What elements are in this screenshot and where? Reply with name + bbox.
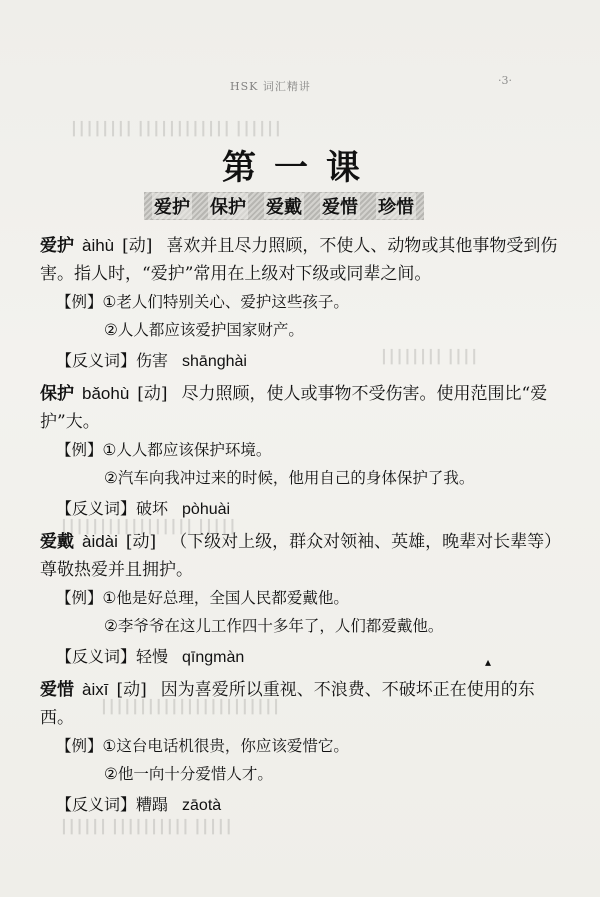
example-sentence: ①人人都应该保护环境。 <box>102 441 272 459</box>
entry-definition-block <box>40 676 560 732</box>
lesson-title: 第一课 <box>222 148 378 188</box>
antonym-pinyin: shānghài <box>182 353 247 370</box>
antonym-word: 轻慢 <box>136 647 169 666</box>
example-label: 【例】 <box>56 589 103 607</box>
entry-word: 爱护 <box>40 236 74 256</box>
entry-definition-block <box>40 528 560 584</box>
entry-definition-block <box>40 380 560 436</box>
entry-pos: [动] <box>125 532 157 552</box>
antonym-word: 伤害 <box>136 351 169 370</box>
entry-aidai <box>40 528 560 675</box>
entry-pinyin: àihù <box>82 236 115 255</box>
entry-pos: [动] <box>122 236 153 256</box>
antonym-label: 【反义词】 <box>56 499 137 518</box>
entry-word: 保护 <box>40 384 74 404</box>
vocab-word: 珍惜 <box>376 193 416 219</box>
example-sentence: ②汽车向我冲过来的时候，他用自己的身体保护了我。 <box>104 469 475 487</box>
entry-word: 爱惜 <box>40 680 74 700</box>
antonym-line <box>40 344 560 379</box>
antonym-pinyin: pòhuài <box>182 501 231 518</box>
vocab-word: 保护 <box>208 193 248 219</box>
example-sentence: ②李爷爷在这儿工作四十多年了，人们都爱戴他。 <box>104 617 444 635</box>
entry-aihu <box>40 232 560 379</box>
antonym-label: 【反义词】 <box>56 795 137 814</box>
entry-baohu <box>40 380 560 527</box>
entry-definition: 因为喜爱所以重视、不浪费、不破坏正在使用的东西。 <box>40 680 535 728</box>
antonym-line <box>40 492 560 527</box>
running-head: HSK 词汇精讲 <box>230 80 311 93</box>
print-speck: ▴ <box>485 655 492 669</box>
antonym-label: 【反义词】 <box>56 647 137 666</box>
example-label: 【例】 <box>56 737 103 755</box>
entry-pinyin: bǎohù <box>82 384 130 403</box>
page-number: ·3· <box>498 74 512 87</box>
antonym-word: 糟蹋 <box>136 795 169 814</box>
antonym-word: 破坏 <box>136 499 169 518</box>
entry-definition: 尽力照顾，使人或事物不受伤害。使用范围比“爱护”大。 <box>40 384 548 432</box>
example-sentence: ②人人都应该爱护国家财产。 <box>104 321 304 339</box>
example-sentence: ①他是好总理，全国人民都爱戴他。 <box>102 589 349 607</box>
antonym-line <box>40 640 560 675</box>
bleed-through-text: ┃┃┃┃ ┃┃┃┃┃┃┃┃ <box>380 350 479 365</box>
antonym-pinyin: zāotà <box>182 797 222 814</box>
antonym-line <box>40 788 560 823</box>
entry-pinyin: àidài <box>82 532 118 551</box>
entry-word: 爱戴 <box>40 532 74 552</box>
example-sentence: ①老人们特别关心、爱护这些孩子。 <box>102 293 349 311</box>
bleed-through-text: ┃┃┃┃┃ ┃┃┃┃┃┃┃┃┃┃┃┃┃┃┃┃┃ <box>60 520 237 535</box>
vocabulary-bar <box>144 192 424 220</box>
example-sentence: ②他一向十分爱惜人才。 <box>104 765 273 783</box>
entry-aixi <box>40 676 560 823</box>
example-label: 【例】 <box>56 441 103 459</box>
entry-definition: （下级对上级，群众对领袖、英雄，晚辈对长辈等）尊敬热爱并且拥护。 <box>40 532 553 580</box>
entry-definition-block <box>40 232 560 288</box>
entry-pinyin: àixī <box>82 680 109 699</box>
example-sentence: ①这台电话机很贵，你应该爱惜它。 <box>102 737 349 755</box>
antonym-pinyin: qīngmàn <box>182 649 245 666</box>
entry-definition: 喜欢并且尽力照顾，不使人、动物或其他事物受到伤害。指人时，“爱护”常用在上级对下级或同辈之间。 <box>40 236 558 284</box>
example-label: 【例】 <box>56 293 103 311</box>
bleed-through-text: ┃┃┃┃┃ ┃┃┃┃┃┃┃┃┃┃ ┃┃┃┃┃┃ <box>60 820 233 835</box>
vocab-word: 爱戴 <box>264 193 304 219</box>
example-block <box>40 436 560 492</box>
example-block <box>40 584 560 640</box>
bleed-through-text: ┃┃┃┃┃┃ ┃┃┃┃┃┃┃┃┃┃┃┃ ┃┃┃┃┃┃┃┃ <box>70 122 282 137</box>
bleed-through-text: ┃┃┃┃┃┃┃┃┃┃┃┃┃┃┃┃┃┃┃┃┃┃┃ <box>100 700 281 715</box>
example-block <box>40 288 560 344</box>
vocab-word: 爱护 <box>152 193 192 219</box>
antonym-label: 【反义词】 <box>56 351 137 370</box>
entry-pos: [动] <box>137 384 168 404</box>
vocab-word: 爱惜 <box>320 193 360 219</box>
example-block <box>40 732 560 788</box>
entry-pos: [动] <box>116 680 147 700</box>
